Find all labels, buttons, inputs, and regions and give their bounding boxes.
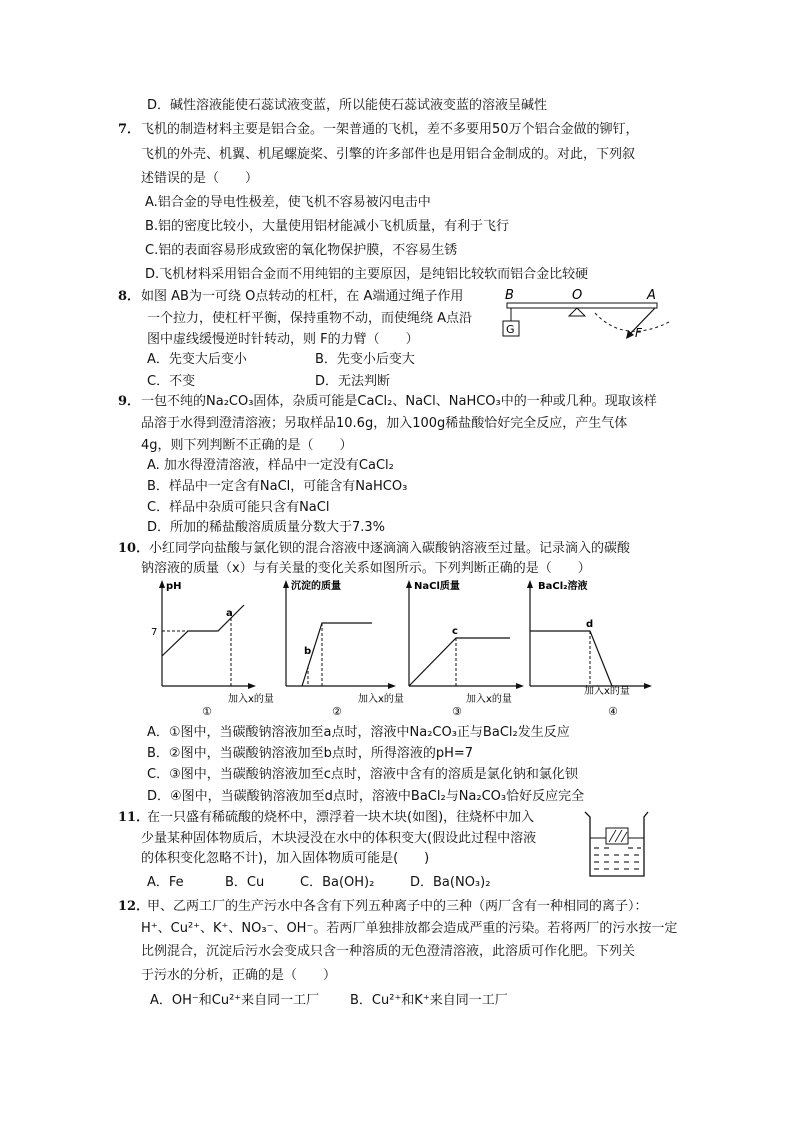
q7-stem-line2: 飞机的外壳、机翼、机尾螺旋桨、引擎的许多部件也是用铝合金制成的。对此，下列叙 [141,147,636,162]
q9-stem-line3: 4g，则下列判断不正确的是（ ） [141,438,353,453]
q11-option-d: D．Ba(NO₃)₂ [410,875,491,890]
q11-option-a: A．Fe [147,875,184,890]
graph2-caption: ② [332,705,342,718]
liquid-dashes [594,848,641,869]
q12-option-b: B．Cu²⁺和K⁺来自同一工厂 [350,993,508,1008]
graph3-xlabel: 加入x的量 [466,694,512,705]
q7-option-d: D.飞机材料采用铝合金而不用纯铝的主要原因，是纯铝比较软而铝合金比较硬 [145,267,589,282]
lever-figure [495,283,680,355]
q10-option-d: D．④图中，当碳酸钠溶液加至d点时，溶液中BaCl₂与Na₂CO₃恰好反应完全 [147,789,585,804]
q9-number: 9． [118,394,141,409]
q9-option-b: B．样品中一定含有NaCl，可能含有NaHCO₃ [147,479,408,494]
q12-stem-line1: 甲、乙两工厂的生产污水中各含有下列五种离子中的三种（两厂含有一种相同的离子）： [147,899,648,914]
q9-stem-line2: 品溶于水得到澄清溶液；另取样品10.6g，加入100g稀盐酸恰好完全反应，产生气体 [141,416,628,431]
q9-option-d: D．所加的稀盐酸溶质质量分数大于7.3% [147,520,386,535]
graph4-caption: ④ [608,705,618,718]
q11-option-b: B．Cu [225,875,265,890]
graph3-curve [409,638,510,686]
q11-stem-line1: 在一只盛有稀硫酸的烧杯中，漂浮着一块木块(如图)，往烧杯中加入 [147,810,535,825]
label-f: F [635,326,642,340]
q8-option-a: A．先变大后变小 [147,352,247,367]
q7-stem-line3: 述错误的是（ ） [141,171,259,186]
q8-option-b: B．先变小后变大 [315,352,415,367]
q8-stem-line3: 图中虚线缓慢逆时针转动，则 F的力臂（ ） [147,332,419,347]
q7-option-c: C.铝的表面容易形成致密的氧化物保护膜，不容易生锈 [145,243,458,258]
q12-option-a: A．OH⁻和Cu²⁺来自同一工厂 [150,993,320,1008]
graph1-xlabel: 加入x的量 [228,694,274,705]
q12-stem-line2: H⁺、Cu²⁺、K⁺、NO₃⁻、OH⁻。若两厂单独排放都会造成严重的污染。若将两厂的污水按一定 [141,921,678,936]
q7-stem-line1: 飞机的制造材料主要是铝合金。一架普通的飞机，差不多要用50万个铝合金做的铆钉， [141,122,639,137]
q8-stem-line2: 一个拉力，使杠杆平衡，保持重物不动，而使绳绕 A点沿 [147,311,473,326]
q8-option-d: D．无法判断 [315,374,391,389]
graph1-caption: ① [202,705,212,718]
q6-option-d: D．碱性溶液能使石蕊试液变蓝，所以能使石蕊试液变蓝的溶液呈碱性 [147,98,548,113]
q12-stem-line3: 比例混合，沉淀后污水会变成只含一种溶质的无色澄清溶液，此溶质可作化肥。下列关 [141,944,636,959]
q12-number: 12． [118,899,150,914]
q9-stem-line1: 一包不纯的Na₂CO₃固体，杂质可能是CaCl₂、NaCl、NaHCO₃中的一种或几种。现取该样 [141,394,657,409]
graph3-ylabel: NaCl质量 [414,581,460,592]
lever-bar [507,303,657,308]
label-g: G [506,323,515,336]
graph2-xlabel: 加入x的量 [358,694,404,705]
graph1-ylabel: pH [166,581,182,592]
q9-option-a: A. 加水得澄清溶液，样品中一定没有CaCl₂ [147,458,394,473]
q11-stem-line2: 少量某种固体物质后，木块浸没在水中的体积变大(假设此过程中溶液 [141,831,537,846]
q11-option-c: C．Ba(OH)₂ [300,875,375,890]
beaker-figure [582,808,652,880]
q7-option-b: B.铝的密度比较小，大量使用铝材能减小飞机质量，有利于飞行 [145,219,510,234]
q10-option-a: A．①图中，当碳酸钠溶液加至a点时，溶液中Na₂CO₃正与BaCl₂发生反应 [147,725,570,740]
graph4-xlabel: 加入x的量 [584,686,630,697]
graph3-caption: ③ [452,705,462,718]
graph4-ylabel: BaCl₂溶液 [538,581,588,592]
graph4-point: d [586,619,594,630]
q8-option-c: C．不变 [147,374,196,389]
graph2-point: b [304,646,312,657]
label-o: O [572,288,583,303]
graph-bacl2 [520,578,660,718]
force-arrow [629,308,655,335]
fulcrum [569,308,585,316]
graph3-point: c [452,626,458,637]
q11-stem-line3: 的体积变化忽略不计)，加入固体物质可能是( ) [141,851,430,866]
q10-option-c: C．③图中，当碳酸钠溶液加至c点时，溶液中含有的溶质是氯化钠和氯化钡 [147,767,578,782]
q8-stem-line1: 如图 AB为一可绕 O点转动的杠杆，在 A端通过绳子作用 [141,289,464,304]
q10-option-b: B．②图中，当碳酸钠溶液加至b点时，所得溶液的pH=7 [147,746,474,761]
graph-nacl [400,578,530,718]
q10-stem-line1: 小红同学向盐酸与氯化钡的混合溶液中逐滴滴入碳酸钠溶液至过量。记录滴入的碳酸 [149,541,631,556]
q8-number: 8． [118,289,141,304]
q9-option-c: C．样品中杂质可能只含有NaCl [147,500,330,515]
graph2-ylabel: 沉淀的质量 [291,581,341,592]
q7-option-a: A.铝合金的导电性极差，使飞机不容易被闪电击中 [145,195,431,210]
label-b: B [505,288,514,303]
q12-stem-line4: 于污水的分析，正确的是（ ） [141,968,337,983]
q7-number: 7． [118,122,141,137]
graph-ph [140,578,274,718]
graph1-point: a [226,608,233,619]
q10-number: 10． [118,541,150,556]
graph1-ytick: 7 [151,627,158,638]
q11-number: 11． [118,810,150,825]
q10-stem-line2: 钠溶液的质量（x）与有关量的变化关系如图所示。下列判断正确的是（ ） [141,561,591,576]
graph-precipitate [272,578,402,718]
dashed-arc [595,313,671,331]
graph4-curve [530,631,612,686]
label-a: A [647,288,656,303]
graph2-curve [302,623,372,686]
